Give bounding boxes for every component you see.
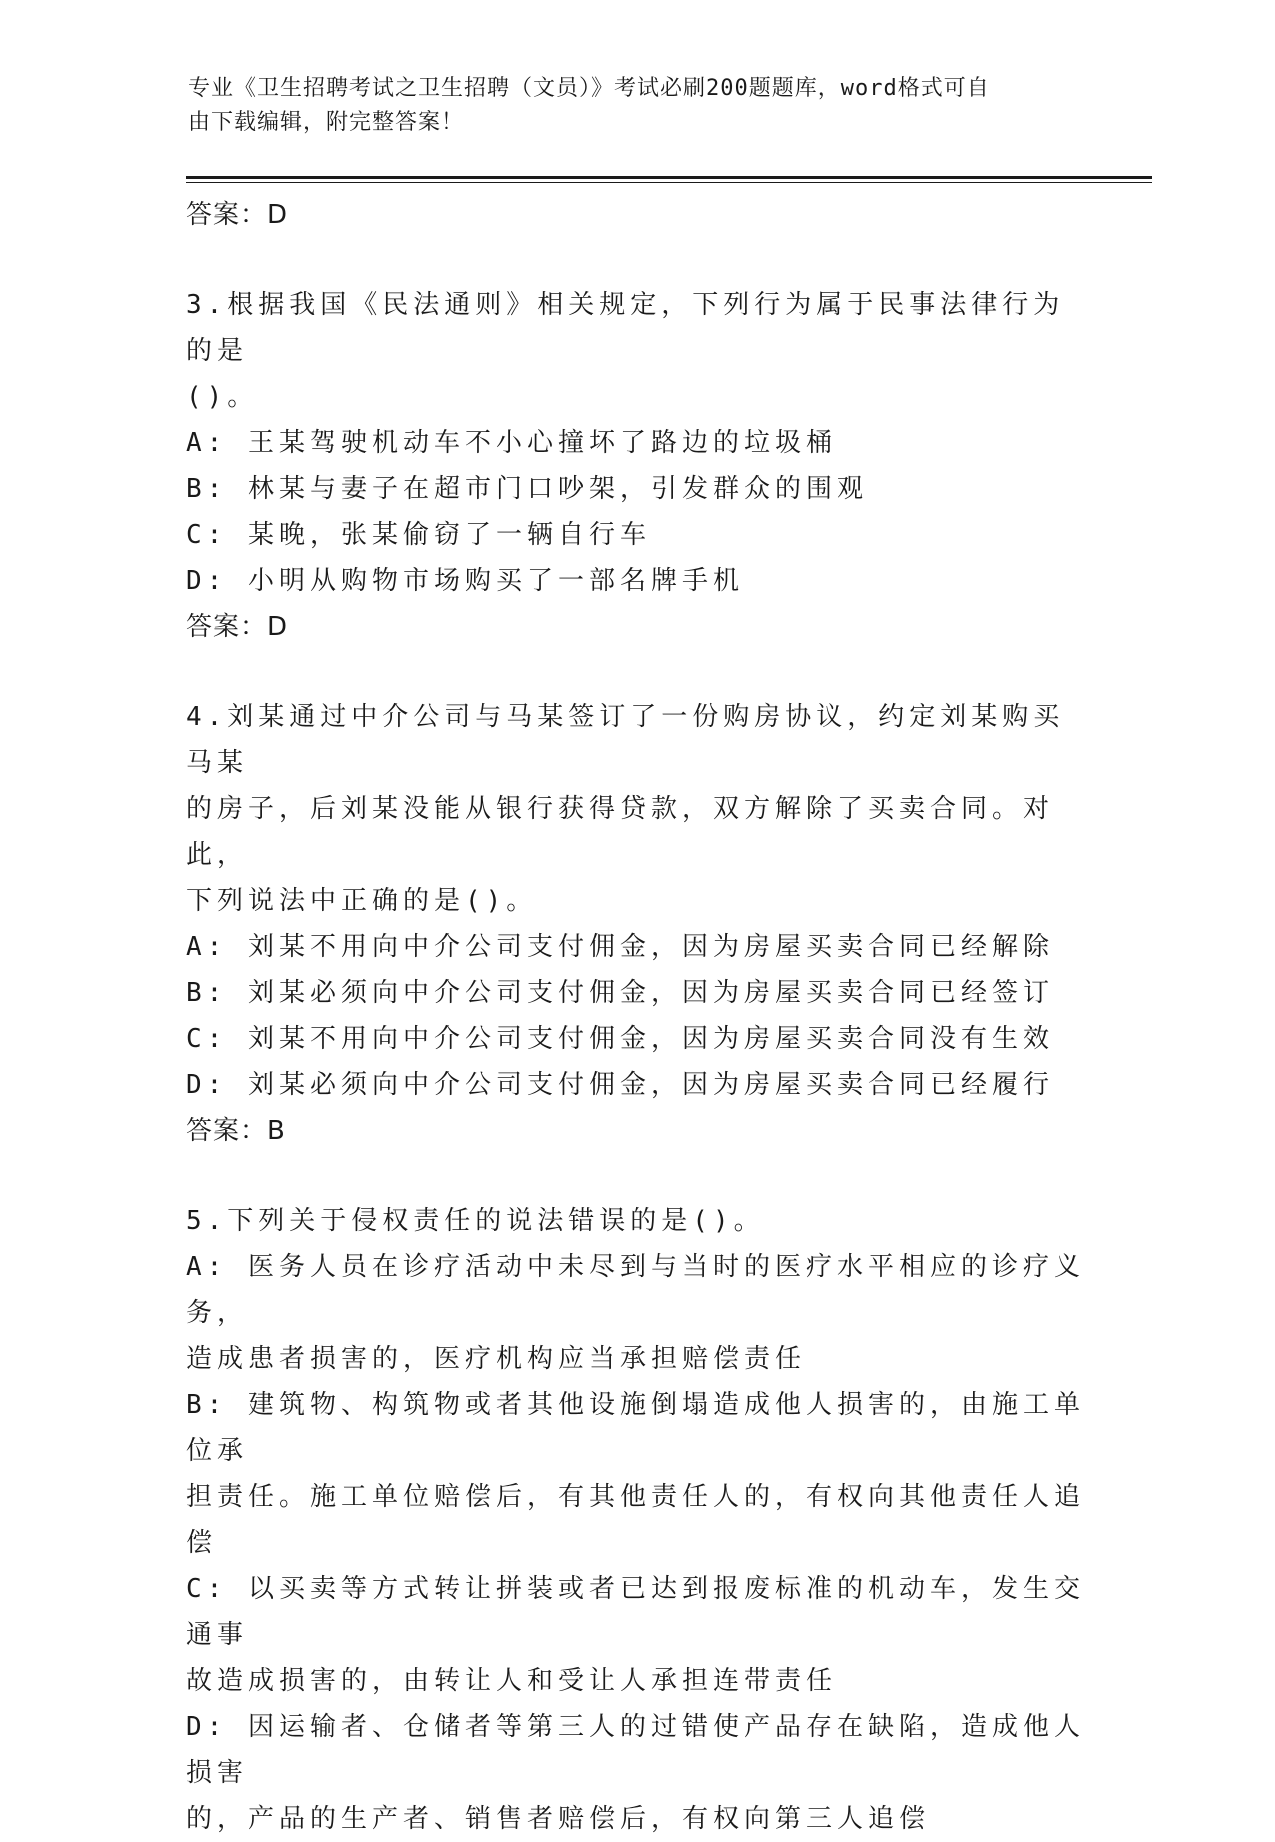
option-c-line-2: 故造成损害的，由转让人和受让人承担连带责任 bbox=[186, 1666, 838, 1696]
question-stem-line: 下列说法中正确的是()。 bbox=[186, 886, 538, 916]
header-divider-thick bbox=[186, 176, 1152, 179]
option-c-line-1: C: 以买卖等方式转让拼装或者已达到报废标准的机动车，发生交通事 bbox=[186, 1574, 1085, 1650]
answer-line: 答案：D bbox=[186, 200, 289, 230]
option-d: D: 小明从购物市场购买了一部名牌手机 bbox=[186, 566, 744, 596]
question-stem-line: 5.下列关于侵权责任的说法错误的是()。 bbox=[186, 1206, 765, 1236]
option-d-line-1: D: 因运输者、仓储者等第三人的过错使产品存在缺陷，造成他人损害 bbox=[186, 1712, 1085, 1788]
question-stem-line: 的房子，后刘某没能从银行获得贷款，双方解除了买卖合同。对此， bbox=[186, 794, 1055, 870]
question-4 bbox=[186, 694, 1086, 1154]
option-c: C: 某晚，张某偷窃了一辆自行车 bbox=[186, 520, 651, 550]
option-b-line-1: B: 建筑物、构筑物或者其他设施倒塌造成他人损害的，由施工单位承 bbox=[186, 1390, 1085, 1466]
option-c: C: 刘某不用向中介公司支付佣金，因为房屋买卖合同没有生效 bbox=[186, 1024, 1054, 1054]
option-b: B: 刘某必须向中介公司支付佣金，因为房屋买卖合同已经签订 bbox=[186, 978, 1054, 1008]
question-stem-line: 4.刘某通过中介公司与马某签订了一份购房协议，约定刘某购买马某 bbox=[186, 702, 1065, 778]
header-line-2: 由下载编辑，附完整答案！ bbox=[188, 110, 465, 135]
answer-line: 答案：D bbox=[186, 612, 289, 642]
document-body bbox=[186, 188, 1086, 1842]
option-a-line-1: A: 医务人员在诊疗活动中未尽到与当时的医疗水平相应的诊疗义务， bbox=[186, 1252, 1085, 1328]
document-header bbox=[188, 72, 1068, 140]
header-divider-thin bbox=[186, 182, 1152, 183]
header-line-1: 专业《卫生招聘考试之卫生招聘（文员）》考试必刷200题题库，word格式可自 bbox=[188, 76, 990, 101]
option-b-line-2: 担责任。施工单位赔偿后，有其他责任人的，有权向其他责任人追偿 bbox=[186, 1482, 1086, 1558]
question-5 bbox=[186, 1198, 1086, 1842]
option-b: B: 林某与妻子在超市门口吵架，引发群众的围观 bbox=[186, 474, 868, 504]
option-d: D: 刘某必须向中介公司支付佣金，因为房屋买卖合同已经履行 bbox=[186, 1070, 1054, 1100]
option-a: A: 刘某不用向中介公司支付佣金，因为房屋买卖合同已经解除 bbox=[186, 932, 1054, 962]
question-stem-line: ()。 bbox=[186, 382, 259, 412]
question-stem-line: 3.根据我国《民法通则》相关规定，下列行为属于民事法律行为的是 bbox=[186, 290, 1065, 366]
question-3 bbox=[186, 282, 1086, 650]
answer-line: 答案：B bbox=[186, 1116, 286, 1146]
option-a-line-2: 造成患者损害的，医疗机构应当承担赔偿责任 bbox=[186, 1344, 807, 1374]
option-d-line-2: 的，产品的生产者、销售者赔偿后，有权向第三人追偿 bbox=[186, 1804, 931, 1834]
option-a: A: 王某驾驶机动车不小心撞坏了路边的垃圾桶 bbox=[186, 428, 837, 458]
